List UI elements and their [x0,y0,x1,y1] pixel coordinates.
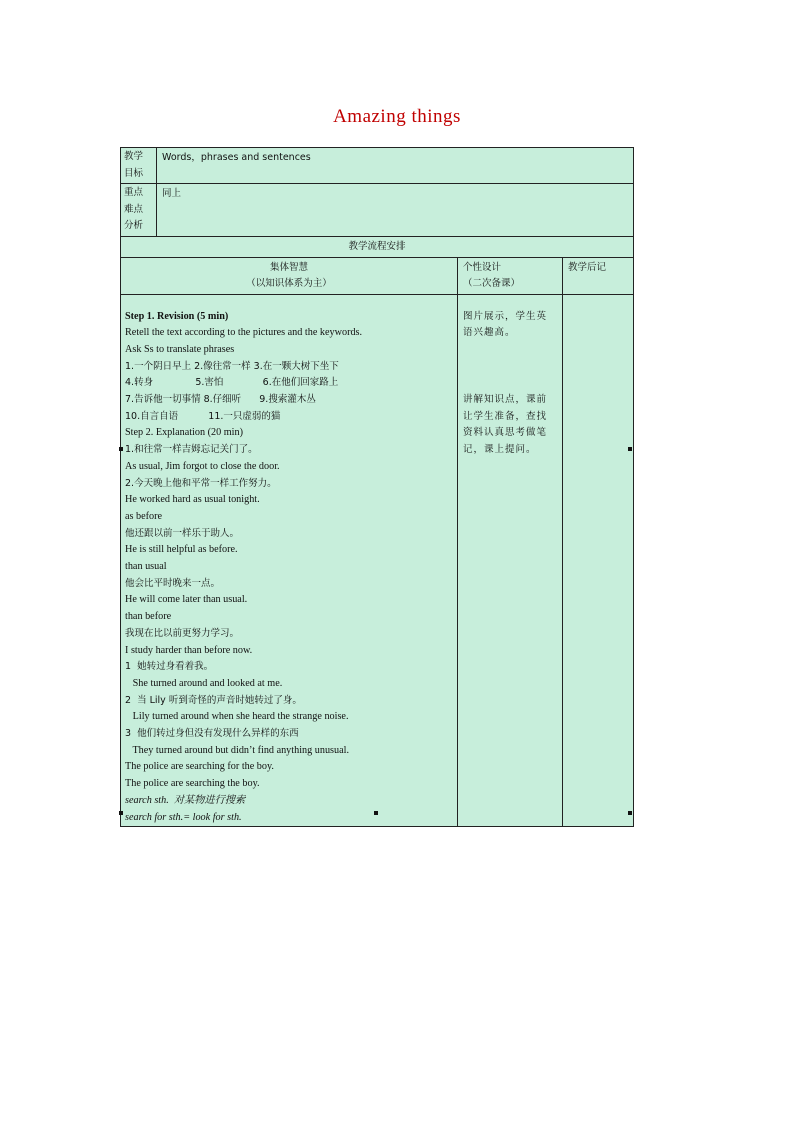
content-line: Step 2. Explanation (20 min) [125,427,243,439]
content-row [121,294,634,827]
content-line: He is still helpful as before. [125,544,238,556]
content-line: than usual [125,561,167,573]
content-line: He worked hard as usual tonight. [125,494,260,506]
content-line: I study harder than before now. [125,644,253,656]
content-line: 我现在比以前更努力学习。 [125,627,240,639]
content-line: 3 他们转过身但没有发现什么异样的东西 [125,728,299,740]
content-line: 1.一个阴日早上 2.像往常一样 3.在一颗大树下坐下 [125,360,339,372]
design-note-2 [463,392,558,459]
design-note-line: 图片展示，学生英 [463,310,548,322]
key-points-label-line: 难点 [124,203,144,215]
content-line: They turned around but didn’t find anything unusual. [125,744,350,756]
lesson-plan-table [120,147,634,827]
content-line: 2 当 Lily 听到奇怪的声音时她转过了身。 [125,694,302,706]
content-line: Ask Ss to translate phrases [125,343,235,355]
column-header-row [121,257,634,294]
key-points-row [121,184,634,237]
personal-header-title: 个性设计 [463,261,502,273]
design-note-line: 让学生准备，查找 [463,410,548,422]
content-line: than before [125,611,172,623]
content-line: 4.转身 5.害怕 6.在他们回家路上 [125,377,339,389]
personal-header-subtitle: （二次备课） [463,277,521,289]
objectives-value: Words，phrases and sentences [157,148,634,184]
design-note-line: 资料认真思考做笔 [463,427,548,439]
content-line: as before [125,510,163,522]
table-resize-handle [119,811,123,815]
objectives-label-line: 教学 [124,151,144,162]
content-line: 7.告诉他一切事情 8.仔细听 9.搜索灌木丛 [125,394,316,406]
content-line: 2.今天晚上他和平常一样工作努力。 [125,477,277,489]
key-points-value: 同上 [157,184,634,237]
collective-header-title: 集体智慧 [269,261,308,273]
content-line: 他会比平时晚来一点。 [125,577,221,589]
design-note-line: 讲解知识点，课前 [463,393,548,405]
content-line: search sth. 对某物进行搜索 [125,794,246,806]
table-resize-handle [374,811,378,815]
content-line: The police are searching for the boy. [125,761,274,773]
objectives-label [121,148,157,184]
content-line: As usual, Jim forgot to close the door. [125,460,280,472]
objectives-row [121,148,634,184]
content-line: Lily turned around when she heard the strange noise. [125,711,349,723]
collective-header [121,257,458,294]
key-points-label [121,184,157,237]
process-header: 教学流程安排 [121,236,634,257]
collective-header-subtitle: （以知识体系为主） [246,277,332,289]
page-title: Amazing things [333,106,461,127]
content-line: 1.和往常一样吉姆忘记关门了。 [125,444,258,456]
main-lines [125,309,453,827]
objectives-label-line: 目标 [124,167,144,179]
content-line: 1 她转过身看着我。 [125,661,214,673]
content-line: She turned around and looked at me. [125,677,283,689]
content-line: The police are searching the boy. [125,778,260,790]
table-resize-handle [628,447,632,451]
process-header-row [121,236,634,257]
key-points-label-line: 分析 [124,220,144,231]
content-line: He will come later than usual. [125,594,248,606]
notes-header: 教学后记 [563,257,634,294]
design-note-line: 记，课上提问。 [463,444,537,456]
personal-design-content [458,294,563,827]
content-line: 10.自言自语 11.一只虚弱的猫 [125,410,281,422]
content-line: search for sth.= look for sth. [125,811,242,823]
personal-header [458,257,563,294]
table-resize-handle [119,447,123,451]
design-note-1 [463,309,558,342]
key-points-label-line: 重点 [124,187,144,198]
content-line: 他还跟以前一样乐于助人。 [125,527,240,539]
collective-content [121,294,458,827]
design-note-line: 语兴趣高。 [463,327,516,339]
content-line: Retell the text according to the pictures and the keywords. [125,327,363,339]
content-line: Step 1. Revision (5 min) [125,310,229,322]
table-resize-handle [628,811,632,815]
teaching-notes-content [563,294,634,827]
